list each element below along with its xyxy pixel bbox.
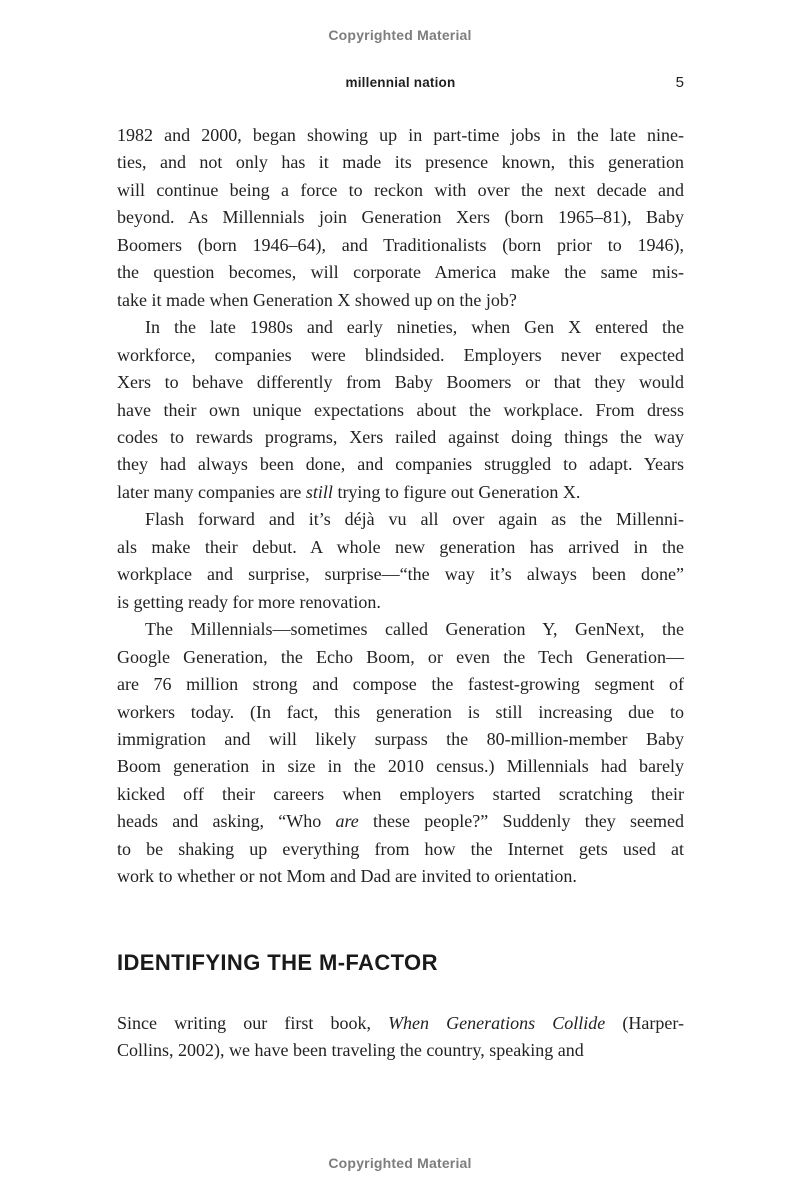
text-line: are 76 million strong and compose the fastest-growing segment of [117, 674, 684, 695]
text-line: they had always been done, and companies struggled to adapt. Years [117, 454, 684, 475]
text-line: als make their debut. A whole new generation has arrived in the [117, 536, 684, 557]
paragraph [117, 506, 684, 616]
copyright-notice-top: Copyrighted Material [328, 27, 472, 43]
text-line: to be shaking up everything from how the Internet gets used at [117, 838, 684, 859]
text-line: is getting ready for more renovation. [117, 591, 381, 612]
text-line: The Millennials—sometimes called Generation Y, GenNext, the [145, 619, 684, 640]
main-text-block [117, 122, 684, 891]
text-line: 1982 and 2000, began showing up in part-time jobs in the late nine- [117, 125, 684, 145]
text-line: have their own unique expectations about the workplace. From dress [117, 399, 684, 420]
text-line: will continue being a force to reckon with over the next decade and [117, 179, 684, 200]
copyright-notice-bottom: Copyrighted Material [328, 1155, 472, 1171]
text-line: Xers to behave differently from Baby Boomers or that they would [117, 372, 684, 393]
text-line: heads and asking, “Who are these people?” Suddenly they seemed [117, 811, 684, 832]
text-line: Boom generation in size in the 2010 census.) Millennials had barely [117, 756, 684, 777]
text-line: work to whether or not Mom and Dad are invited to orientation. [117, 866, 577, 887]
running-header-title: millennial nation [345, 75, 456, 90]
section-text-block [117, 1010, 684, 1065]
text-line: later many companies are still trying to figure out Generation X. [117, 481, 581, 502]
text-line: Google Generation, the Echo Boom, or even the Tech Generation— [117, 646, 684, 667]
text-line: Since writing our first book, When Generations Collide (Harper- [117, 1013, 684, 1033]
text-line: ties, and not only has it made its presence known, this generation [117, 152, 684, 173]
text-line: workplace and surprise, surprise—“the way it’s always been done” [117, 564, 684, 585]
text-line: take it made when Generation X showed up on the job? [117, 289, 517, 310]
text-line: the question becomes, will corporate America make the same mis- [117, 262, 684, 283]
section-heading: IDENTIFYING THE M-FACTOR [117, 950, 438, 975]
text-line: Boomers (born 1946–64), and Traditionalists (born prior to 1946), [117, 234, 684, 255]
text-line: Collins, 2002), we have been traveling the country, speaking and [117, 1040, 584, 1061]
paragraph [117, 314, 684, 506]
text-line: workers today. (In fact, this generation is still increasing due to [117, 701, 684, 722]
paragraph [117, 616, 684, 891]
page-number: 5 [675, 74, 684, 91]
text-line: codes to rewards programs, Xers railed against doing things the way [117, 426, 684, 447]
text-line: kicked off their careers when employers started scratching their [117, 783, 684, 804]
text-line: Flash forward and it’s déjà vu all over again as the Millenni- [145, 509, 684, 530]
text-line: In the late 1980s and early nineties, when Gen X entered the [145, 317, 684, 338]
paragraph [117, 1010, 684, 1065]
running-header [117, 75, 684, 95]
text-line: immigration and will likely surpass the 80-million-member Baby [117, 728, 684, 749]
text-line: beyond. As Millennials join Generation Xers (born 1965–81), Baby [117, 207, 684, 228]
paragraph [117, 122, 684, 314]
text-line: workforce, companies were blindsided. Employers never expected [117, 344, 684, 365]
